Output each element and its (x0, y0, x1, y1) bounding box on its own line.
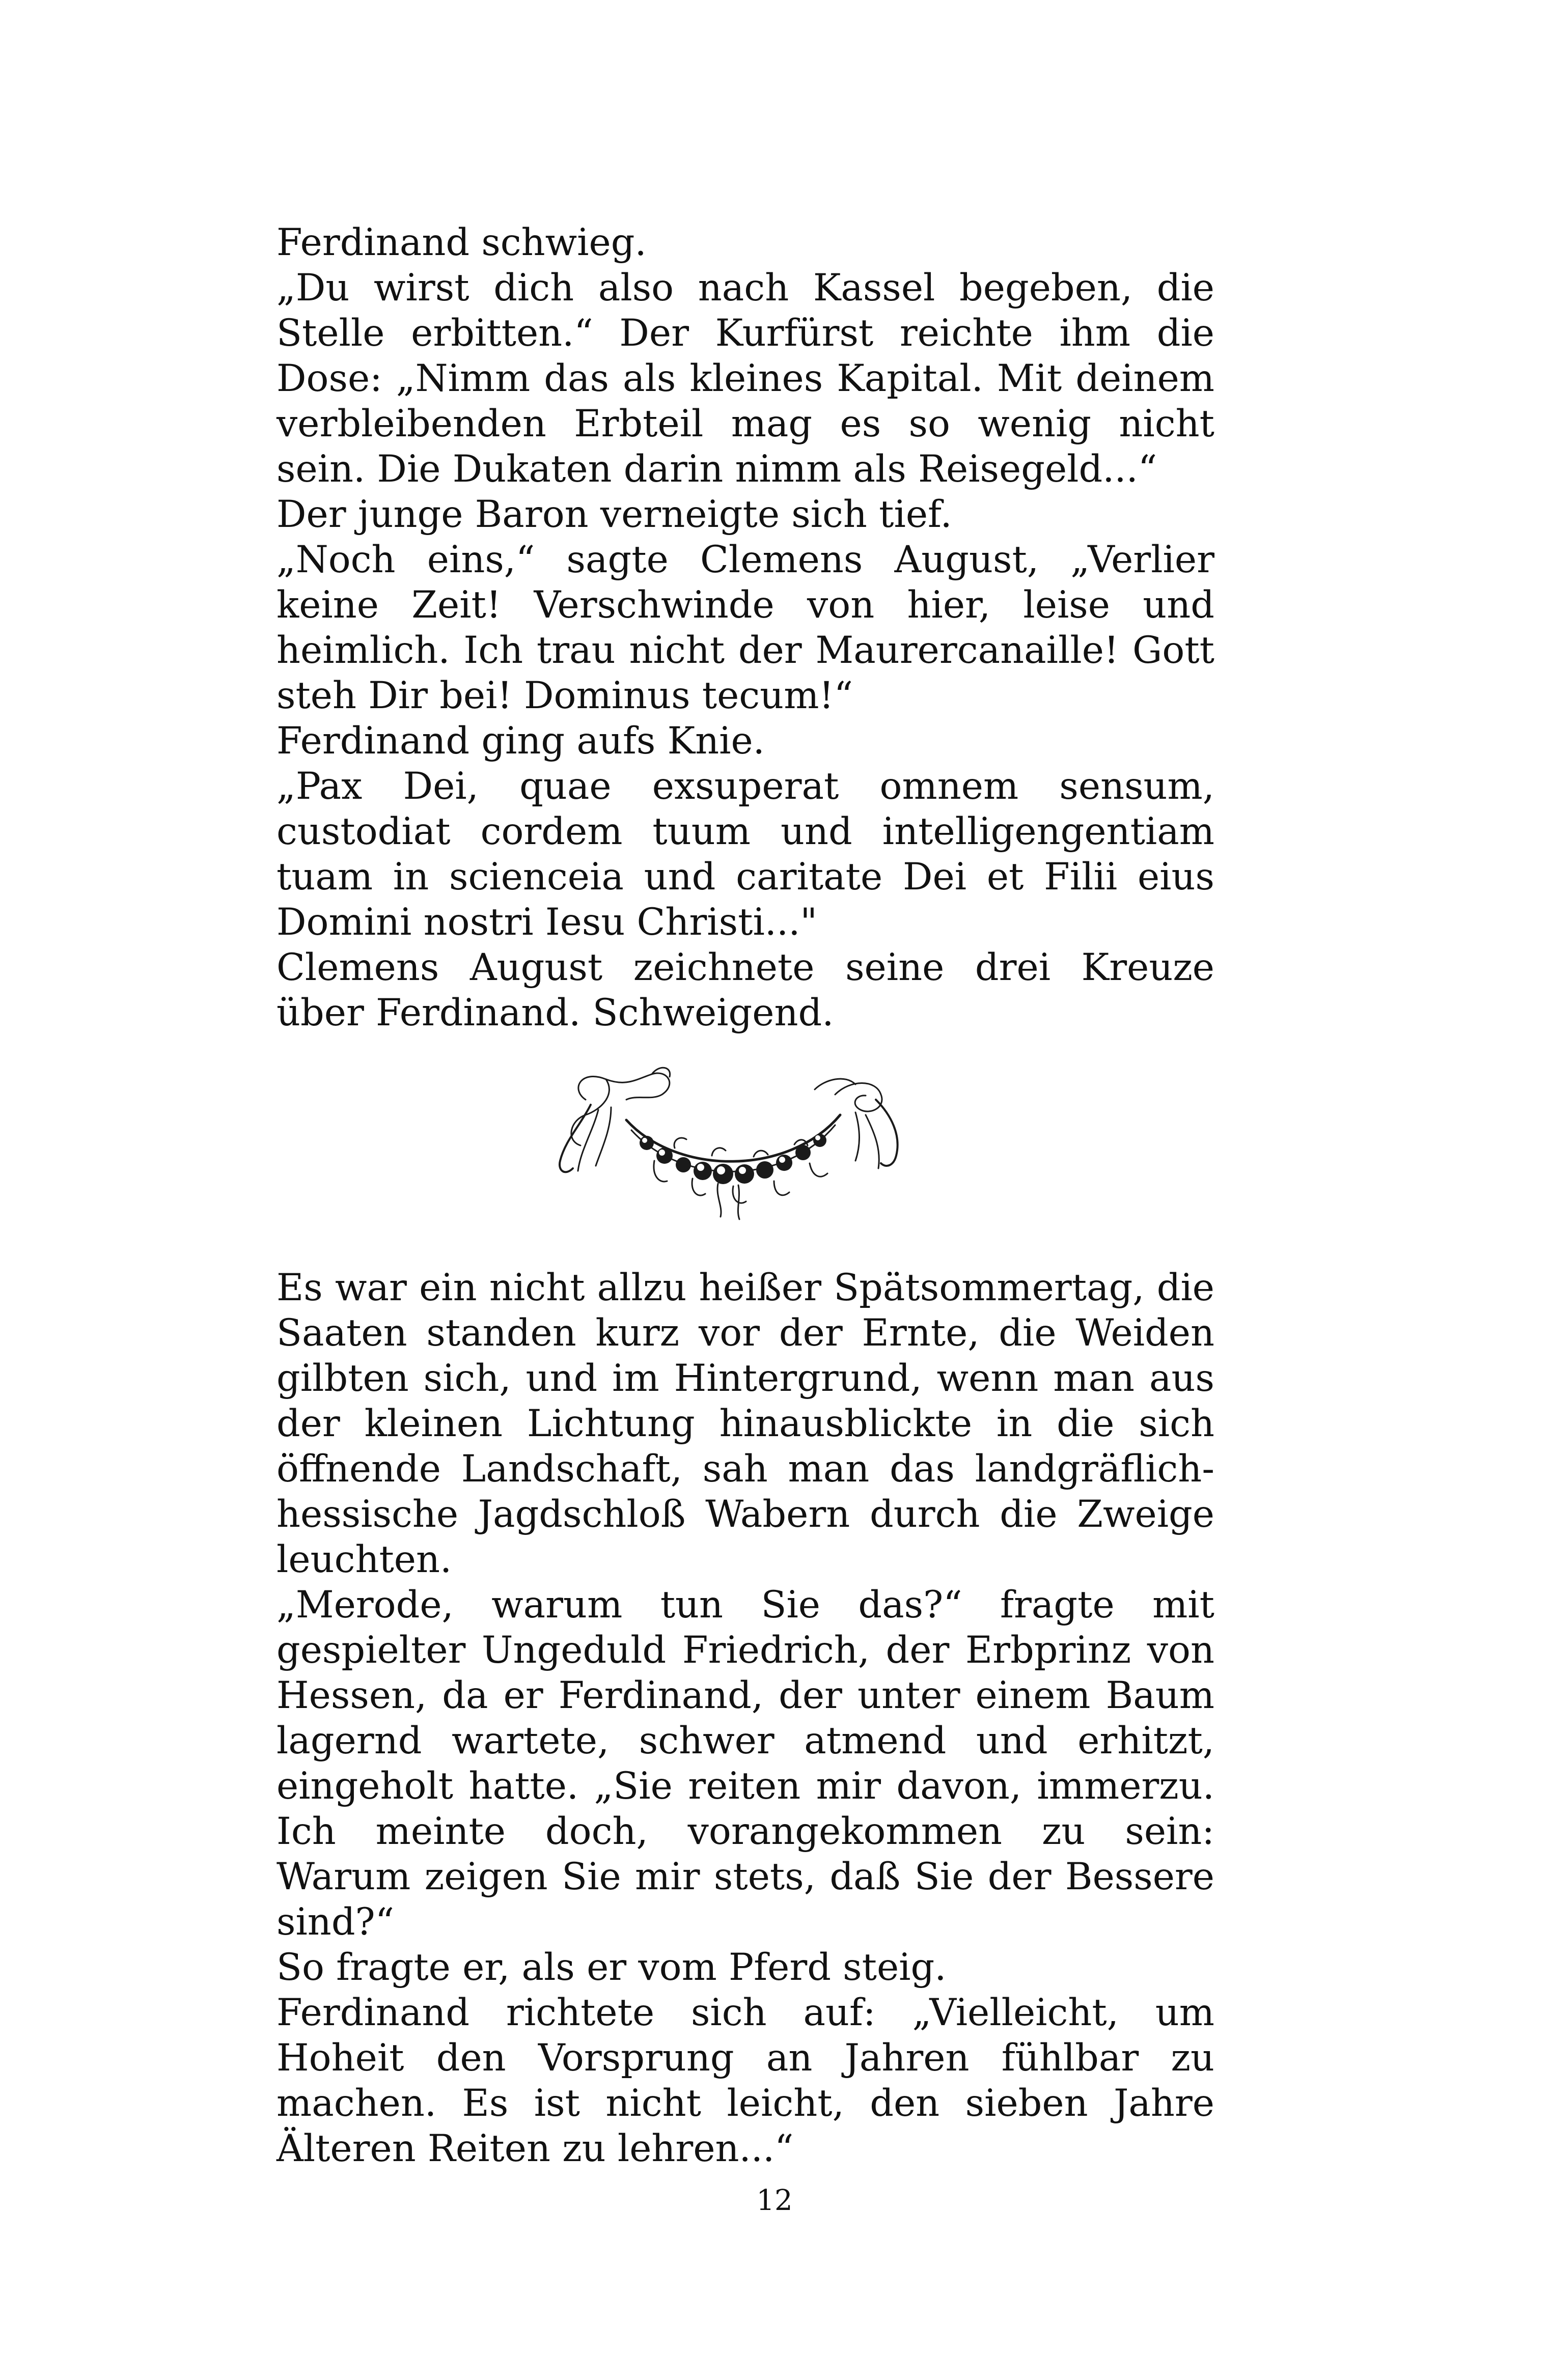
paragraph: Es war ein nicht allzu heißer Spätsommertag, die Saaten standen kurz vor der Ernte, die Weiden gilbten sich, und im Hintergrund, wenn man aus der kleinen Lichtung hinausblickte in die sich öffnende Landschaft, sah man das landgräflich-hessische Jagdschloß Wabern durch die Zweige leuchten. (276, 1266, 1214, 1581)
paragraph: Ferdinand schwieg. (276, 221, 647, 264)
paragraph: Ferdinand richtete sich auf: „Vielleicht, um Hoheit den Vorsprung an Jahren fühlbar zu machen. Es ist nicht leicht, den sieben Jahre Älteren Reiten zu lehren...“ (276, 1991, 1214, 2170)
text-section-two (276, 1265, 1214, 2171)
paragraph: „Du wirst dich also nach Kassel begeben, die Stelle erbitten.“ Der Kurfürst reichte ihm die Dose: „Nimm das als kleines Kapital. Mit deinem verbleibenden Erbteil mag es so wenig nicht sein. Die Dukaten darin nimm als Reisegeld...“ (276, 266, 1214, 491)
paragraph: Clemens August zeichnete seine drei Kreuze über Ferdinand. Schweigend. (276, 946, 1214, 1034)
floral-garland-icon (550, 1059, 917, 1227)
paragraph: Der junge Baron verneigte sich tief. (276, 493, 952, 536)
page-number: 12 (756, 2184, 793, 2217)
paragraph: „Noch eins,“ sagte Clemens August, „Verlier keine Zeit! Verschwinde von hier, leise und heimlich. Ich trau nicht der Maurercanaille! Gott steh Dir bei! Dominus tecum!“ (276, 538, 1214, 717)
paragraph: „Pax Dei, quae exsuperat omnem sensum, custodiat cordem tuum und intelligengentiam tuam in scienceia und caritate Dei et Filii eius Domini nostri Iesu Christi..." (276, 765, 1214, 944)
paragraph: Ferdinand ging aufs Knie. (276, 719, 765, 763)
text-section-one (276, 220, 1214, 1035)
paragraph: „Merode, warum tun Sie das?“ fragte mit gespielter Ungeduld Friedrich, der Erbprinz von Hessen, da er Ferdinand, der unter einem Baum lagernd wartete, schwer atmend und erhitzt, eingeholt hatte. „Sie reiten mir davon, immerzu. Ich meinte doch, vorangekommen zu sein: Warum zeigen Sie mir stets, daß Sie der Bessere sind?“ (276, 1583, 1214, 1944)
paragraph: So fragte er, als er vom Pferd steig. (276, 1946, 947, 1989)
